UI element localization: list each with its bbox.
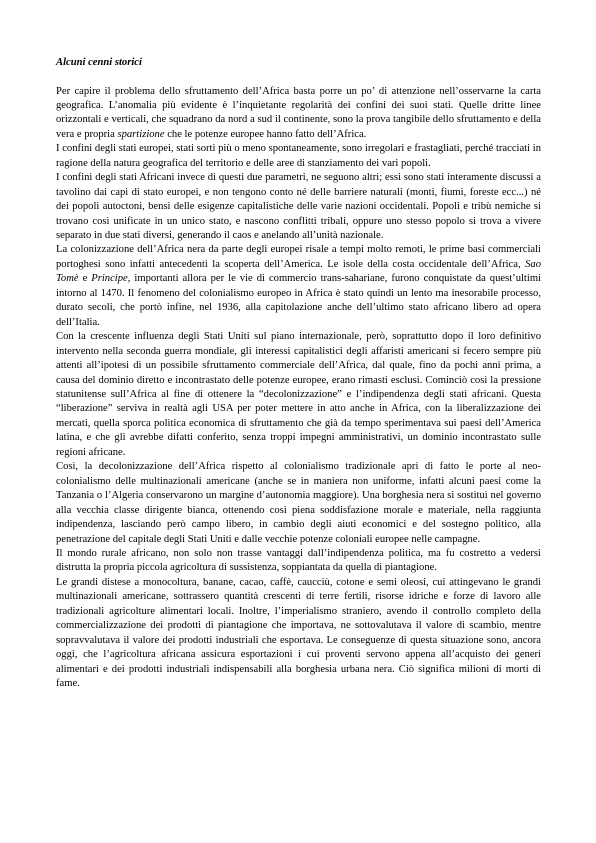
paragraph-text: Così, la decolonizzazione dell’Africa rispetto al colonialismo tradizionale aprì di fatto le porte al neo-colonialismo delle multinazionali americane (anche se in maniera non uniforme, infatti alcuni paesi come la Tanzania o l’Algeria conservarono un margine d’autonomia maggiore). Una borghesia nera si sostituì nel governo alla vecchia classe dirigente bianca, ottenendo così piena soddisfazione morale e materiale, nella raggiunta indipendenza, lasciando però campo libero, in cambio degli aiuti economici e del sostegno politico, alla penetrazione del capitale degli Stati Uniti e dalle vecchie potenze coloniali europee nelle campagne. xyxy=(56,461,541,545)
paragraph xyxy=(56,460,541,547)
paragraph-text: Con la crescente influenza degli Stati Uniti sul piano internazionale, però, soprattutto dopo il loro definitivo intervento nella seconda guerra mondiale, gli interessi capitalistici degli affaristi americani si fecero sempre più attenti all’ipotesi di un possibile sfruttamento commerciale dell’Africa, dal quale, fino da pochi anni prima, a causa del dominio diretto e incontrastato delle potenze europee, erano rimasti esclusi. Cominciò così la pressione statunitense sull’Africa al fine di ottenere la “decolonizzazione” e l’indipendenza degli stati africani. Questa “liberazione” serviva in realtà agli USA per poter mettere in atto anche in Africa, con la liberalizzazione dei mercati, quella sporca politica economica di sfruttamento che già da tempo sperimentava sui paesi dell’America latina, e che gli avrebbe difatti conferito, senza troppi impegni amministrativi, un dominio incontrastato sulle regioni africane. xyxy=(56,331,541,458)
italic-term: Sao Tomè xyxy=(56,258,541,285)
paragraph-text: Le grandi distese a monocoltura, banane, cacao, caffè, caucciù, cotone e semi oleosi, cui attingevano le grandi multinazionali americane, sottrassero quantità crescenti di terre fertili, risorse idriche e forze di lavoro alle tradizionali agricolture alimentari locali. Inoltre, l’imperialismo straniero, avendo il controllo completo della commercializzazione dei prodotti di piantagione che importava, ne sottovalutava il valore di scambio, mentre sopravvalutava il valore dei prodotti industriali che esportava. Le conseguenze di questa situazione sono, ancora oggi, che l’agricoltura africana assicura esportazioni i cui proventi servono appena all’acquisto dei generi alimentari e dei prodotti industriali indispensabili alla borghesia urbana nera. Ciò significa milioni di morti di fame. xyxy=(56,576,541,690)
paragraph-text: e xyxy=(78,273,92,285)
paragraph-text: La colonizzazione dell’Africa nera da parte degli europei risale a tempi molto remoti, le prime basi commerciali portoghesi sono infatti antecedenti la scoperta dell’America. Le isole della costa occidentale dell’Africa, xyxy=(56,244,541,270)
paragraph xyxy=(56,142,541,171)
paragraph xyxy=(56,243,541,330)
paragraph-text: Il mondo rurale africano, non solo non trasse vantaggi dall’indipendenza politica, ma fu costretto a vedersi distrutta la propria piccola agricoltura di sussistenza, soppiantata da quella di piantagione. xyxy=(56,548,541,574)
body-text xyxy=(56,85,541,692)
paragraph xyxy=(56,85,541,143)
paragraph xyxy=(56,576,541,692)
section-title: Alcuni cenni storici xyxy=(56,57,142,68)
italic-term: Principe xyxy=(91,273,128,285)
paragraph-text: Per capire il problema dello sfruttamento dell’Africa basta porre un po’ di attenzione nell’osservarne la carta geografica. L’anomalia più evidente è l’inquietante regolarità dei confini dei suoi stati. Quelle dritte linee orizzontali e verticali, che squadrano da nord a sud il continente, sono la prova tangibile dello sfruttamento e della vera e propria xyxy=(56,85,541,140)
title-spacer xyxy=(56,70,541,85)
paragraph xyxy=(56,171,541,243)
paragraph xyxy=(56,547,541,576)
paragraph-text: , importanti allora per le vie di commercio trans-sahariane, furono conquistate da quest’ultimi intorno al 1470. Il fenomeno del colonialismo europeo in Africa è stato quindi un lento ma inesorabile processo, durato secoli, che portò infine, nel 1936, alla capitolazione anche dell’ultimo stato africano libero ad opera dell’Italia. xyxy=(56,273,541,328)
italic-term: spartizione xyxy=(117,128,165,140)
paragraph xyxy=(56,330,541,460)
paragraph-text: I confini degli stati europei, stati sorti più o meno spontaneamente, sono irregolari e frastagliati, perché tracciati in ragione della natura geografica del territorio e delle aree di stanziamento dei vari popoli. xyxy=(56,143,541,169)
paragraph-text: che le potenze europee hanno fatto dell’Africa. xyxy=(164,128,367,140)
paragraph-text: I confini degli stati Africani invece di questi due parametri, ne seguono altri; essi sono stati interamente discussi a tavolino dai capi di stato europei, e non tengono conto né delle barriere naturali (monti, fiumi, foreste ecc...) né dei popoli autoctoni, bensì delle esigenze capitalistiche delle varie nazioni occidentali. Popoli e tribù nemiche si trovano così unificate in un unico stato, e nascono conflitti tribali, oppure uno stesso popolo si trova a vivere separato in due stati diversi, generando il caos e anelando all’unità nazionale. xyxy=(56,172,541,242)
